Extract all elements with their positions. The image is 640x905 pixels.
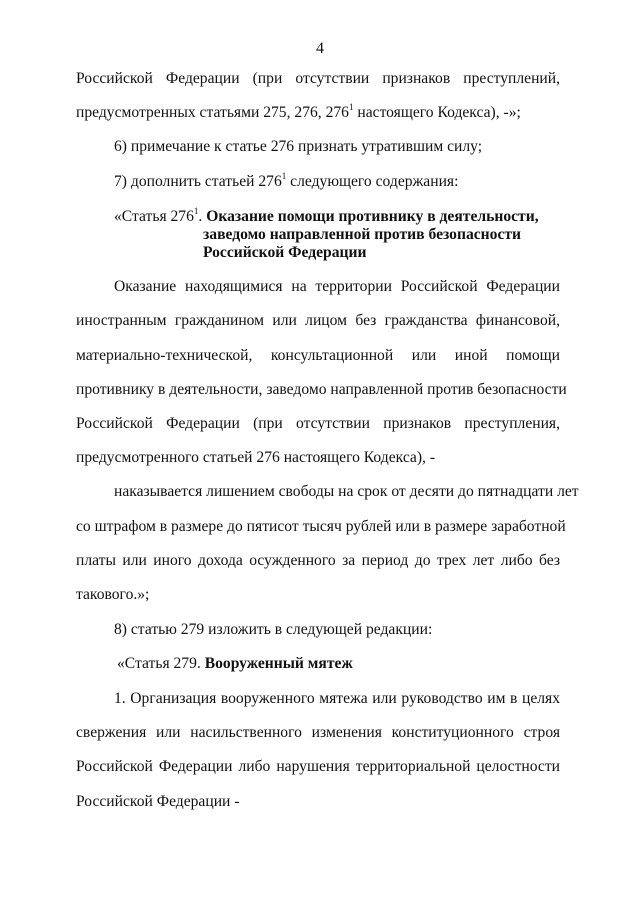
body-279-line3: Российской Федерации либо нарушения территориальной целостности xyxy=(76,758,560,775)
article-279-title: Вооруженный мятеж xyxy=(204,655,353,672)
article-279-heading xyxy=(117,655,353,673)
page-number: 4 xyxy=(316,40,324,57)
body-279-line1: 1. Организация вооруженного мятежа или руководство им в целях xyxy=(114,690,560,707)
sanction-line4: такового.»; xyxy=(76,586,150,603)
body-276-1-line6: предусмотренного статьей 276 настоящего Кодекса), - xyxy=(76,449,436,466)
body-276-1-line3: материально-технической, консультационной или иной помощи xyxy=(76,347,560,364)
article-276-1-title-line1: Оказание помощи противнику в деятельности, xyxy=(206,208,539,225)
item-7-post: следующего содержания: xyxy=(286,173,459,190)
sanction-line1: наказывается лишением свободы на срок от десяти до пятнадцати лет xyxy=(114,483,579,500)
body-276-1-line4: противнику в деятельности, заведомо направленной против безопасности xyxy=(76,381,567,398)
article-276-1-heading xyxy=(114,208,539,226)
item-6: 6) примечание к статье 276 признать утратившим силу; xyxy=(114,138,483,155)
body-279-line4: Российской Федерации - xyxy=(76,793,240,810)
body-276-1-line5: Российской Федерации (при отсутствии признаков преступления, xyxy=(76,415,560,432)
para-a-line2-post: настоящего Кодекса), -»; xyxy=(353,104,521,121)
item-7-text: 7) дополнить статьей 276 xyxy=(114,173,282,190)
article-276-1-sup: 1 xyxy=(193,206,199,216)
para-a-line2-text: предусмотренных статьями 275, 276, 276 xyxy=(76,104,349,121)
article-276-1-dot: . xyxy=(198,208,207,225)
sanction-line2: со штрафом в размере до пятисот тысяч рублей или в размере заработной xyxy=(76,518,566,535)
body-276-1-line2: иностранным гражданином или лицом без гражданства финансовой, xyxy=(76,312,560,329)
item-7 xyxy=(114,173,458,191)
para-a-line2 xyxy=(76,104,521,122)
para-a-line2-sup: 1 xyxy=(348,102,354,112)
item-7-sup: 1 xyxy=(281,171,287,181)
article-276-1-title-line3: Российской Федерации xyxy=(203,244,367,261)
para-a-line1: Российской Федерации (при отсутствии признаков преступлений, xyxy=(76,70,560,87)
item-8: 8) статью 279 изложить в следующей редакции: xyxy=(114,621,433,638)
body-279-line2: свержения или насильственного изменения конституционного строя xyxy=(76,724,560,741)
article-276-1-prefix: «Статья 276 xyxy=(114,208,194,225)
sanction-line3: платы или иного дохода осужденного за период до трех лет либо без xyxy=(76,552,560,569)
article-279-prefix: «Статья 279. xyxy=(117,655,205,672)
article-276-1-title-line2: заведомо направленной против безопасности xyxy=(203,226,522,243)
body-276-1-line1: Оказание находящимися на территории Российской Федерации xyxy=(114,278,560,295)
